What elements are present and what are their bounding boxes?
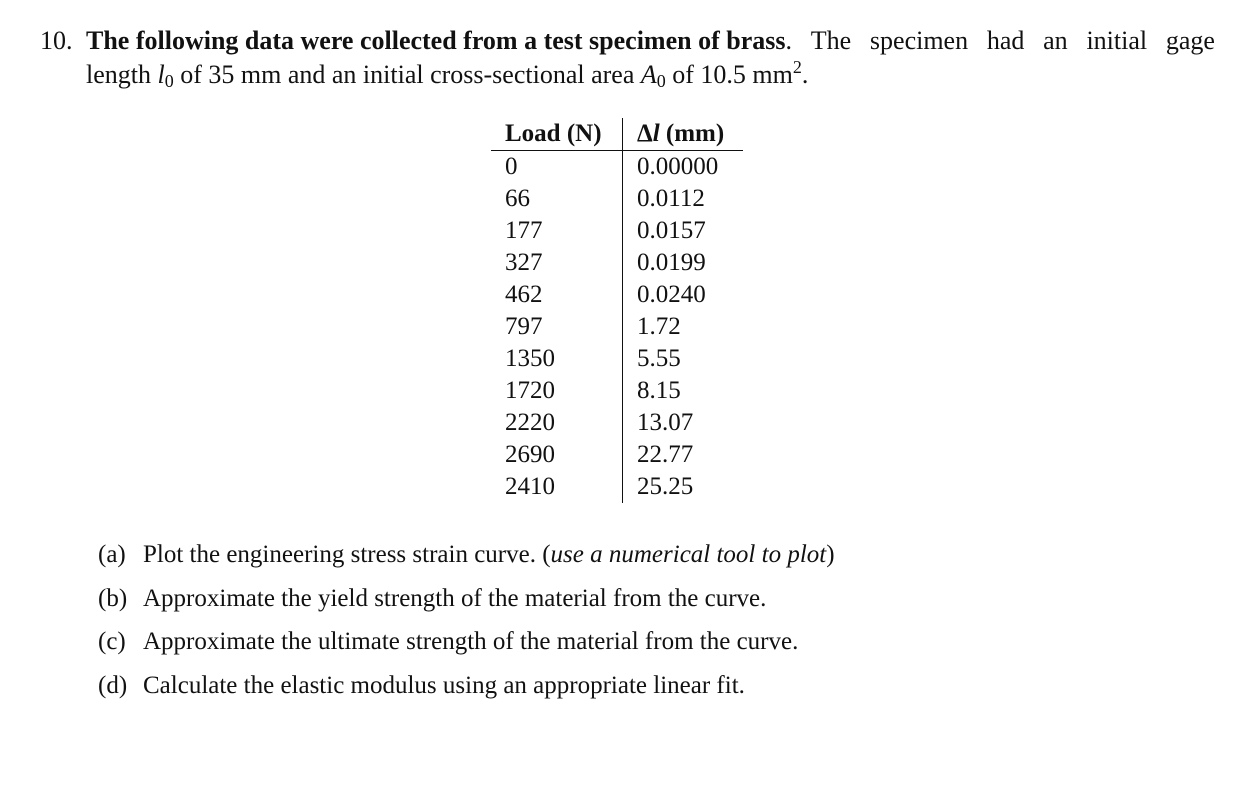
area-unit-exponent: 2 — [792, 57, 802, 77]
question-text: Approximate the yield strength of the material from the curve. — [143, 584, 767, 612]
table-header-row — [491, 118, 743, 151]
problem-bold-intro: The following data were collected from a test specimen of brass — [86, 26, 786, 55]
question-list — [98, 541, 835, 715]
question-b — [98, 585, 835, 629]
load-cell: 2220 — [491, 407, 623, 439]
delta-symbol: Δ — [637, 120, 653, 147]
question-text: Approximate the ultimate strength of the material from the curve. — [143, 628, 799, 655]
problem-line-2 — [40, 58, 1215, 92]
elongation-cell: 13.07 — [637, 409, 694, 436]
intro-sentence — [86, 24, 792, 58]
problem-number: 10. — [40, 26, 73, 55]
table-row — [491, 407, 743, 439]
table-row — [491, 343, 743, 375]
area-subscript: 0 — [656, 71, 666, 91]
load-cell: 327 — [491, 247, 623, 279]
gage-length-symbol: l — [157, 60, 165, 89]
problem-statement — [40, 24, 1215, 92]
load-cell: 1720 — [491, 375, 623, 407]
word: specimen — [869, 26, 969, 55]
word: an — [1043, 26, 1068, 55]
table-row — [491, 247, 743, 279]
table-row — [491, 215, 743, 247]
question-text — [143, 541, 835, 569]
table-row — [491, 151, 743, 184]
elongation-cell: 0.00000 — [637, 153, 719, 180]
elongation-cell: 5.55 — [637, 345, 681, 372]
load-cell: 2410 — [491, 471, 623, 503]
load-cell: 66 — [491, 183, 623, 215]
word: The — [810, 26, 852, 55]
elongation-cell: 0.0157 — [637, 217, 706, 244]
elongation-cell: 1.72 — [637, 313, 681, 340]
header-l-symbol: l — [652, 120, 660, 147]
load-cell: 2690 — [491, 439, 623, 471]
question-a-italic-note: use a numerical tool to plot — [550, 541, 827, 568]
table-row — [491, 279, 743, 311]
header-load: Load (N) — [491, 118, 623, 151]
table-row — [491, 439, 743, 471]
load-cell: 462 — [491, 279, 623, 311]
question-label: (d) — [98, 671, 128, 699]
word: initial — [1086, 26, 1148, 55]
intro-period: . — [785, 26, 792, 55]
elongation-cell: 0.0112 — [637, 185, 705, 212]
elongation-cell: 22.77 — [637, 441, 694, 468]
question-a-close: ) — [826, 541, 835, 568]
gage-length-subscript: 0 — [164, 71, 174, 91]
load-cell: 177 — [491, 215, 623, 247]
question-d — [98, 672, 835, 716]
question-text: Calculate the elastic modulus using an appropriate linear fit. — [143, 671, 745, 699]
word: had — [986, 26, 1025, 55]
elongation-cell: 0.0240 — [637, 281, 706, 308]
question-a — [98, 541, 835, 585]
header-dl-unit: (mm) — [659, 120, 725, 147]
question-a-text: Plot the engineering stress strain curve. ( — [143, 541, 551, 568]
line2-text-1: length — [86, 60, 158, 89]
elongation-cell: 0.0199 — [637, 249, 706, 276]
question-c — [98, 628, 835, 672]
table-row — [491, 375, 743, 407]
problem-line-1 — [40, 24, 1215, 58]
area-symbol: A — [640, 60, 657, 89]
question-label: (c) — [98, 628, 126, 655]
word: gage — [1165, 26, 1215, 55]
line2-text-3: of 10.5 mm — [665, 60, 793, 89]
header-delta-l — [623, 118, 744, 151]
table-row — [491, 471, 743, 503]
line2-text-4: . — [801, 60, 809, 89]
load-cell: 0 — [491, 151, 623, 184]
load-cell: 797 — [491, 311, 623, 343]
elongation-cell: 8.15 — [637, 377, 681, 404]
question-label: (b) — [98, 584, 128, 612]
question-label: (a) — [98, 541, 126, 568]
table-row — [491, 311, 743, 343]
table-row — [491, 183, 743, 215]
data-table — [491, 118, 743, 503]
load-cell: 1350 — [491, 343, 623, 375]
line2-text-2: of 35 mm and an initial cross-sectional area — [173, 60, 641, 89]
problem-line-1-text — [86, 24, 1215, 58]
elongation-cell: 25.25 — [637, 473, 694, 500]
